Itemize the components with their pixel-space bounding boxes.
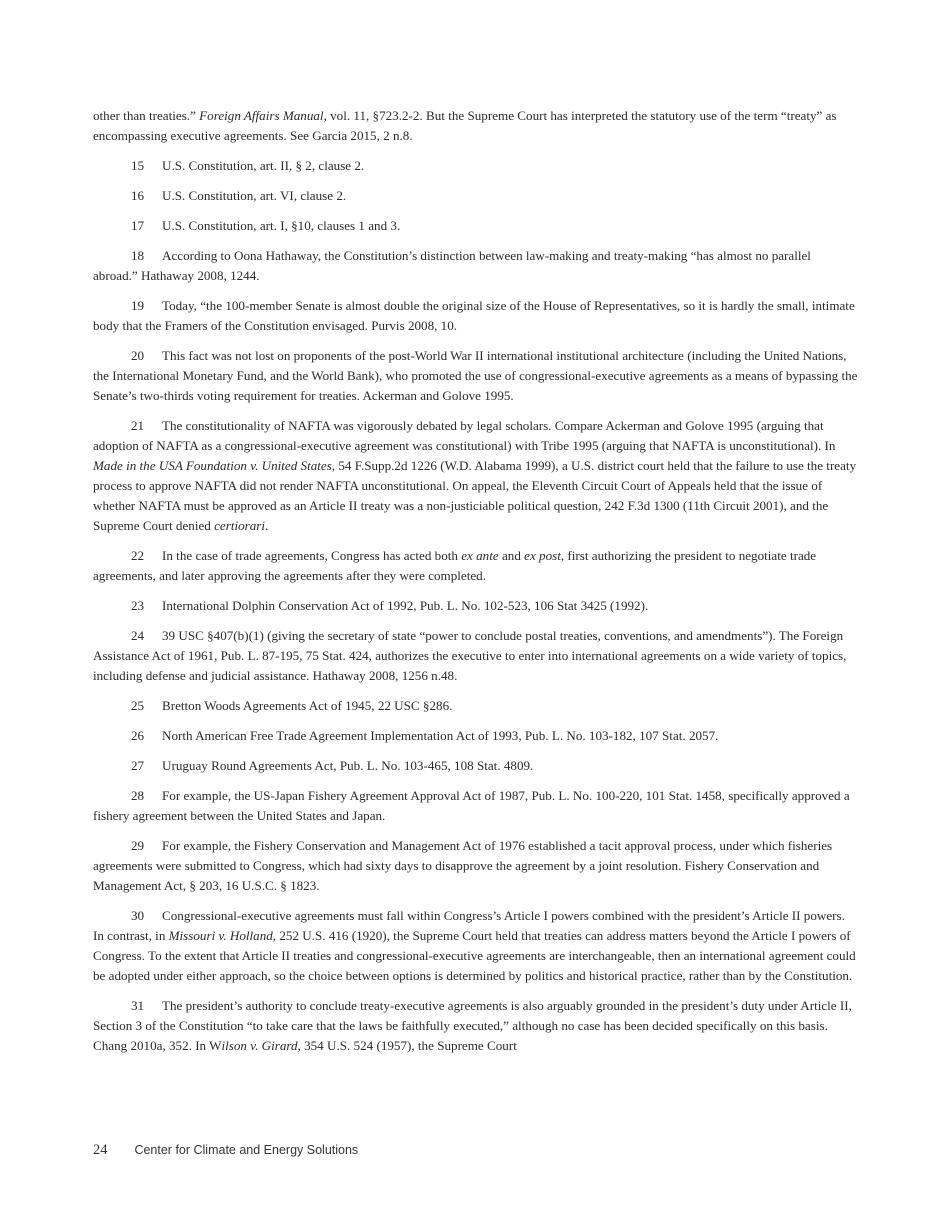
endnote	[93, 296, 858, 336]
endnote	[93, 996, 858, 1056]
italic-citation: Foreign Affairs Manual	[199, 108, 324, 123]
endnote-number: 28	[131, 788, 145, 803]
text-run: .	[265, 518, 269, 533]
text-run: U.S. Constitution, art. II, § 2, clause 2.	[162, 158, 365, 173]
italic-citation: ilson v. Girard	[221, 1038, 298, 1053]
endnote-number: 31	[131, 998, 145, 1013]
text-run: 39 USC §407(b)(1) (giving the secretary of state “power to conclude postal treaties, conventions, and amendments”). The Foreign Assistance Act of 1961, Pub. L. 87-195, 75 Stat. 424, authorizes the executive to enter into international agreements on a wide variety of topics, including defense and judicial assistance. Hathaway 2008, 1256 n.48.	[93, 628, 847, 683]
endnote-number: 25	[131, 698, 145, 713]
italic-citation: ex ante	[461, 548, 499, 563]
endnote-number: 19	[131, 298, 145, 313]
endnotes-body	[93, 106, 858, 1066]
text-run: North American Free Trade Agreement Implementation Act of 1993, Pub. L. No. 103-182, 107 Stat. 2057.	[162, 728, 719, 743]
endnote-number: 18	[131, 248, 145, 263]
endnote	[93, 756, 858, 776]
text-run: For example, the Fishery Conservation and Management Act of 1976 established a tacit approval process, under which fisheries agreements were submitted to Congress, which had sixty days to disapprove the agreement by a joint resolution. Fishery Conservation and Management Act, § 203, 16 U.S.C. § 1823.	[93, 838, 833, 893]
text-run: This fact was not lost on proponents of the post-World War II international institutional architecture (including the United Nations, the International Monetary Fund, and the World Bank), who promoted the use of congressional-executive agreements as a means of bypassing the Senate’s two-thirds voting requirement for treaties. Ackerman and Golove 1995.	[93, 348, 858, 403]
text-run: Today, “the 100-member Senate is almost double the original size of the House of Representatives, so it is hardly the small, intimate body that the Framers of the Constitution envisaged. Purvis 2008, 10.	[93, 298, 855, 333]
page-footer	[93, 1141, 358, 1159]
text-run: and	[498, 548, 525, 563]
text-run: , 252 U.S. 416 (1920), the Supreme Court held that treaties can address matters beyond the Article I powers of Congress. To the extent that Article II treaties and congressional-executive agreements are interchangeable, then an international agreement could be adopted under either approach, so the choice between options is determined by politics and historical practice, rather than by the Constitution.	[93, 928, 856, 983]
endnote-number: 27	[131, 758, 145, 773]
endnote	[93, 156, 858, 176]
italic-citation: ex post	[524, 548, 561, 563]
text-run: The constitutionality of NAFTA was vigorously debated by legal scholars. Compare Ackerman and Golove 1995 (arguing that adoption of NAFTA as a congressional-executive agreement was constitutional) with Tribe 1995 (arguing that NAFTA is unconstitutional). In	[93, 418, 836, 453]
endnote	[93, 246, 858, 286]
endnote	[93, 346, 858, 406]
italic-citation: Missouri v. Holland	[168, 928, 273, 943]
text-run: Uruguay Round Agreements Act, Pub. L. No. 103-465, 108 Stat. 4809.	[162, 758, 534, 773]
page-number: 24	[93, 1142, 108, 1158]
endnote-number: 26	[131, 728, 145, 743]
endnote	[93, 786, 858, 826]
endnote-number: 15	[131, 158, 145, 173]
endnote	[93, 186, 858, 206]
endnote-number: 23	[131, 598, 145, 613]
endnote-number: 22	[131, 548, 145, 563]
endnote	[93, 216, 858, 236]
endnote	[93, 836, 858, 896]
endnote-list	[93, 156, 858, 1056]
endnote	[93, 906, 858, 986]
text-run: , 354 U.S. 524 (1957), the Supreme Court	[297, 1038, 517, 1053]
endnote-number: 29	[131, 838, 145, 853]
text-run: other than treaties.”	[93, 108, 200, 123]
endnote	[93, 696, 858, 716]
text-run: , 54 F.Supp.2d 1226 (W.D. Alabama 1999), a U.S. district court held that the failure to use the treaty process to approve NAFTA did not render NAFTA unconstitutional. On appeal, the Eleventh Circuit Court of Appeals held that the issue of whether NAFTA must be approved as an Article II treaty was a non-justiciable political question, 242 F.3d 1300 (11th Circuit 2001), and the Supreme Court denied	[93, 458, 857, 533]
italic-citation: Made in the USA Foundation v. United States	[93, 458, 332, 473]
text-run: Bretton Woods Agreements Act of 1945, 22 USC §286.	[162, 698, 453, 713]
endnote-number: 21	[131, 418, 145, 433]
endnote-number: 16	[131, 188, 145, 203]
endnote	[93, 546, 858, 586]
text-run: According to Oona Hathaway, the Constitution’s distinction between law-making and treaty-making “has almost no parallel abroad.” Hathaway 2008, 1244.	[93, 248, 811, 283]
endnote	[93, 416, 858, 536]
endnote	[93, 596, 858, 616]
text-run: U.S. Constitution, art. VI, clause 2.	[162, 188, 347, 203]
continued-paragraph	[93, 106, 858, 146]
endnote-number: 24	[131, 628, 145, 643]
text-run: U.S. Constitution, art. I, §10, clauses 1 and 3.	[162, 218, 401, 233]
endnote-number: 30	[131, 908, 145, 923]
text-run: In the case of trade agreements, Congress has acted both	[162, 548, 462, 563]
text-run: , first authorizing the president to negotiate trade agreements, and later approving the agreements after they were completed.	[93, 548, 817, 583]
text-run: International Dolphin Conservation Act of 1992, Pub. L. No. 102-523, 106 Stat 3425 (1992).	[162, 598, 649, 613]
endnote	[93, 626, 858, 686]
endnote	[93, 726, 858, 746]
text-run: The president’s authority to conclude treaty-executive agreements is also arguably grounded in the president’s duty under Article II, Section 3 of the Constitution “to take care that the laws be faithfully executed,” although no case has been decided specifically on this basis. Chang 2010a, 352. In W	[93, 998, 852, 1053]
text-run: Congressional-executive agreements must fall within Congress’s Article I powers combined with the president’s Article II powers. In contrast, in	[93, 908, 845, 943]
text-run: , vol. 11, §723.2-2. But the Supreme Court has interpreted the statutory use of the term “treaty” as encompassing executive agreements. See Garcia 2015, 2 n.8.	[93, 108, 837, 143]
italic-citation: certiorari	[214, 518, 266, 533]
endnote-number: 20	[131, 348, 145, 363]
text-run: For example, the US-Japan Fishery Agreement Approval Act of 1987, Pub. L. No. 100-220, 101 Stat. 1458, specifically approved a fishery agreement between the United States and Japan.	[93, 788, 850, 823]
footer-organization: Center for Climate and Energy Solutions	[134, 1143, 359, 1157]
endnote-number: 17	[131, 218, 145, 233]
